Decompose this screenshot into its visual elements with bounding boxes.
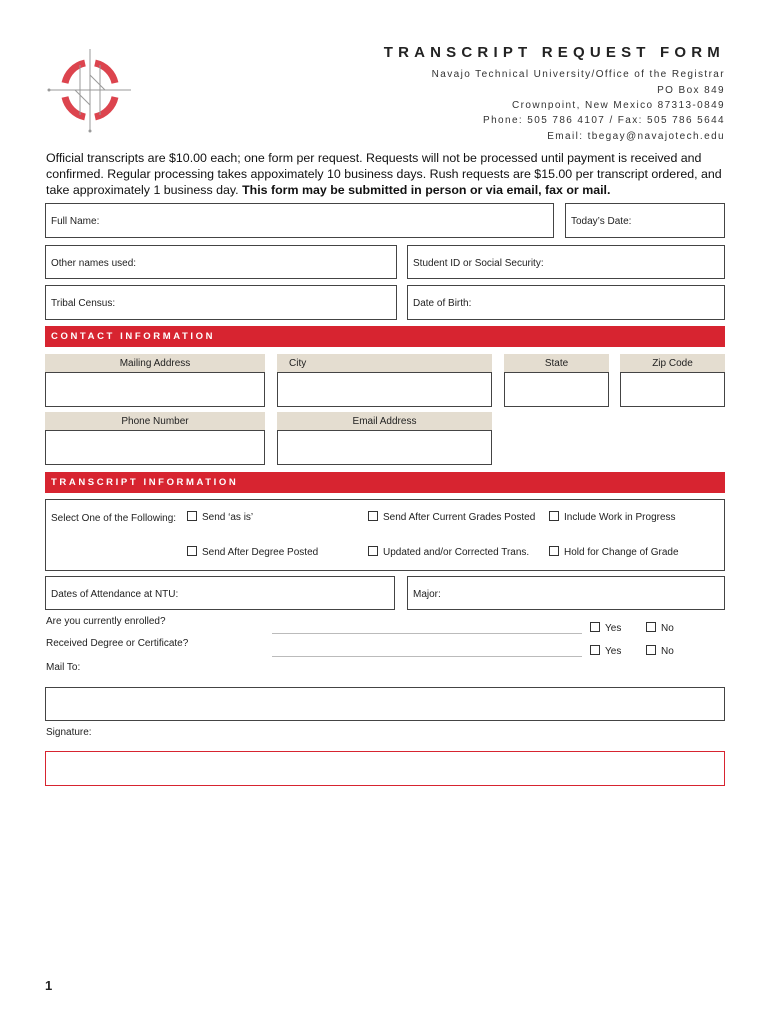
address-line: Navajo Technical University/Office of the Registrar xyxy=(431,69,725,80)
email-line: Email: tbegay@navajotech.edu xyxy=(547,131,725,142)
address-line: PO Box 849 xyxy=(657,85,725,96)
mailing-address-input[interactable] xyxy=(45,372,265,407)
page-number: 1 xyxy=(45,978,53,993)
received-degree-label: Received Degree or Certificate? xyxy=(46,638,189,649)
intro-paragraph xyxy=(46,150,736,198)
date-of-birth-field[interactable] xyxy=(407,285,725,320)
form-title: TRANSCRIPT REQUEST FORM xyxy=(383,44,725,61)
city-input[interactable] xyxy=(277,372,492,407)
option-hold-change-grade[interactable] xyxy=(549,547,679,558)
tribal-census-field[interactable] xyxy=(45,285,397,320)
transcript-information-heading: TRANSCRIPT INFORMATION xyxy=(45,472,725,493)
hold-change-grade-checkbox[interactable] xyxy=(549,546,559,556)
transcript-options-box xyxy=(45,499,725,571)
mail-to-input[interactable] xyxy=(45,687,725,721)
student-id-field[interactable] xyxy=(407,245,725,279)
no-label: No xyxy=(661,623,674,634)
intro-bold-text: This form may be submitted in person or via email, fax or mail. xyxy=(242,183,611,197)
todays-date-field[interactable] xyxy=(565,203,725,238)
university-seal-icon xyxy=(45,45,135,135)
option-send-after-degree[interactable] xyxy=(187,547,318,558)
major-label: Major: xyxy=(413,589,441,600)
tribal-census-label: Tribal Census: xyxy=(51,298,116,309)
student-id-label: Student ID or Social Security: xyxy=(413,258,544,269)
state-input[interactable] xyxy=(504,372,609,407)
state-header: State xyxy=(504,354,609,373)
contact-information-heading: CONTACT INFORMATION xyxy=(45,326,725,347)
date-of-birth-label: Date of Birth: xyxy=(413,298,472,309)
other-names-label: Other names used: xyxy=(51,258,137,269)
option-label: Send ‘as is’ xyxy=(202,512,254,523)
signature-input[interactable] xyxy=(45,751,725,786)
updated-corrected-checkbox[interactable] xyxy=(368,546,378,556)
enrolled-yes-checkbox[interactable] xyxy=(590,622,600,632)
todays-date-label: Today’s Date: xyxy=(571,216,632,227)
full-name-label: Full Name: xyxy=(51,216,100,227)
phone-fax-line: Phone: 505 786 4107 / Fax: 505 786 5644 xyxy=(483,115,725,126)
zip-code-header: Zip Code xyxy=(620,354,725,373)
city-header: City xyxy=(277,354,492,373)
option-updated-corrected[interactable] xyxy=(368,547,529,558)
include-work-checkbox[interactable] xyxy=(549,511,559,521)
option-send-after-grades[interactable] xyxy=(368,512,535,523)
email-address-header: Email Address xyxy=(277,412,492,431)
select-one-label: Select One of the Following: xyxy=(51,513,177,524)
enrolled-yes-option[interactable] xyxy=(590,623,621,634)
option-label: Send After Degree Posted xyxy=(202,547,319,558)
degree-yes-checkbox[interactable] xyxy=(590,645,600,655)
option-send-as-is[interactable] xyxy=(187,512,253,523)
enrolled-underline xyxy=(272,633,582,634)
option-include-work[interactable] xyxy=(549,512,676,523)
degree-no-checkbox[interactable] xyxy=(646,645,656,655)
option-label: Send After Current Grades Posted xyxy=(383,512,536,523)
yes-label: Yes xyxy=(605,623,622,634)
zip-code-input[interactable] xyxy=(620,372,725,407)
enrolled-no-option[interactable] xyxy=(646,623,674,634)
major-field[interactable] xyxy=(407,576,725,610)
full-name-field[interactable] xyxy=(45,203,554,238)
email-address-input[interactable] xyxy=(277,430,492,465)
send-after-degree-checkbox[interactable] xyxy=(187,546,197,556)
option-label: Updated and/or Corrected Trans. xyxy=(383,547,530,558)
currently-enrolled-label: Are you currently enrolled? xyxy=(46,616,166,627)
send-as-is-checkbox[interactable] xyxy=(187,511,197,521)
no-label: No xyxy=(661,646,674,657)
phone-number-header: Phone Number xyxy=(45,412,265,431)
send-after-grades-checkbox[interactable] xyxy=(368,511,378,521)
enrolled-no-checkbox[interactable] xyxy=(646,622,656,632)
mail-to-label: Mail To: xyxy=(46,662,81,673)
degree-underline xyxy=(272,656,582,657)
degree-no-option[interactable] xyxy=(646,646,674,657)
option-label: Hold for Change of Grade xyxy=(564,547,679,558)
signature-label: Signature: xyxy=(46,727,92,738)
yes-label: Yes xyxy=(605,646,622,657)
phone-number-input[interactable] xyxy=(45,430,265,465)
dates-attendance-field[interactable] xyxy=(45,576,395,610)
option-label: Include Work in Progress xyxy=(564,512,676,523)
dates-attendance-label: Dates of Attendance at NTU: xyxy=(51,589,179,600)
other-names-field[interactable] xyxy=(45,245,397,279)
degree-yes-option[interactable] xyxy=(590,646,621,657)
mailing-address-header: Mailing Address xyxy=(45,354,265,373)
address-line: Crownpoint, New Mexico 87313-0849 xyxy=(512,100,725,111)
intro-text: Official transcripts are $10.00 each; one form per request. Requests will not be processed until payment is received and confirmed. Regular processing takes appoximately 10 business days. Rush requests are $15.00 per transcript ordered, and take approximately 1 business day. xyxy=(46,151,722,197)
